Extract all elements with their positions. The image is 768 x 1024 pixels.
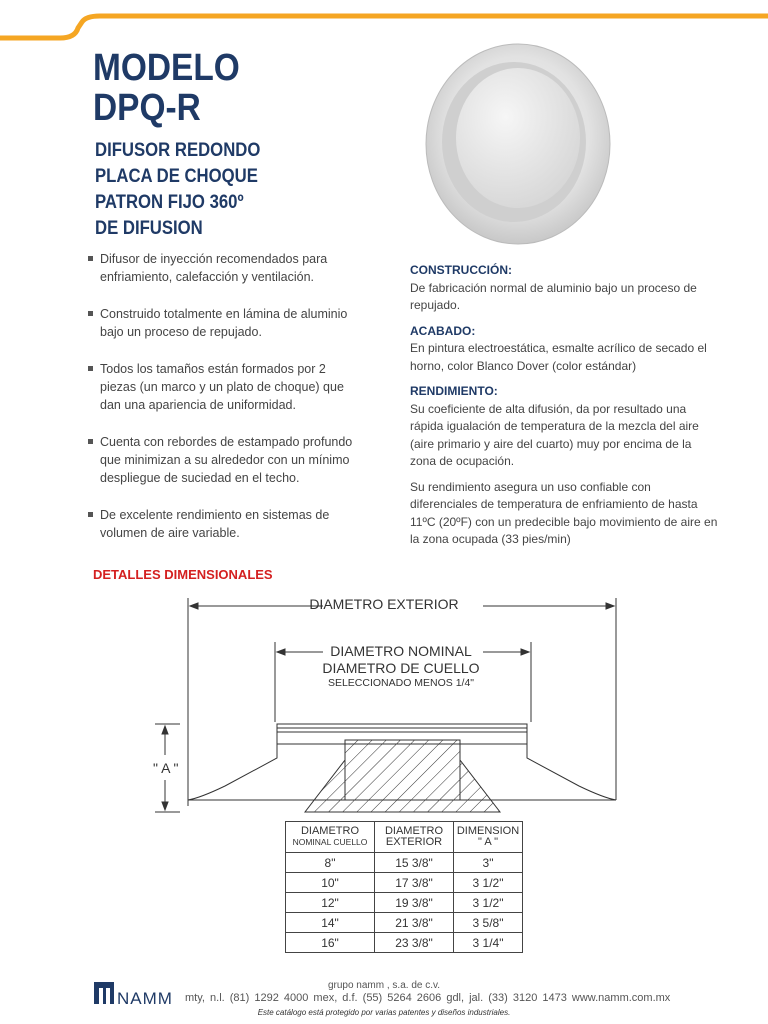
company-name: grupo namm , s.a. de c.v. — [327, 980, 441, 991]
specifications — [410, 262, 720, 557]
product-subtitle — [95, 138, 260, 242]
list-item: Todos los tamaños están formados por 2 piezas (un marco y un plato de choque) que dan una apariencia de uniformidad. — [88, 360, 353, 414]
rendimiento-text-2: Su rendimiento asegura un uso confiable con diferenciales de temperatura de enfriamiento de hasta 11ºC (20ºF) con un predecible bajo movimiento de aire en la zona ocupada (33 pies/min) — [410, 479, 718, 546]
namm-logo-icon — [94, 982, 118, 1006]
table-row: 12" 19 3/8" 3 1/2" — [286, 893, 523, 913]
bullet-icon — [88, 366, 93, 371]
table-row: 10" 17 3/8" 3 1/2" — [286, 873, 523, 893]
product-image — [418, 38, 618, 248]
subtitle-line: DE DIFUSION — [95, 218, 203, 239]
label-diametro-exterior: DIAMETRO EXTERIOR — [309, 596, 459, 612]
construccion-text: De fabricación normal de aluminio bajo un proceso de repujado. — [410, 280, 697, 312]
contact-info: mty, n.l. (81) 1292 4000 mex, d.f. (55) 5264 2606 gdl, jal. (33) 3120 1473 www.namm.com.mx — [185, 992, 671, 1004]
table-row: 16" 23 3/8" 3 1/4" — [286, 933, 523, 953]
label-dimension-a: " A " — [153, 760, 179, 776]
rendimiento-text-1: Su coeficiente de alta difusión, da por resultado una rápida igualación de temperatura de la mezcla del aire (aire primario y aire del cuarto) muy por encima de la zona de ocupación. — [410, 401, 699, 468]
bullet-icon — [88, 512, 93, 517]
bullet-icon — [88, 256, 93, 261]
column-header: DIAMETRO EXTERIOR — [375, 822, 454, 853]
construccion-heading: CONSTRUCCIÓN: — [410, 263, 512, 277]
title-line-2: DPQ-R — [93, 87, 201, 129]
title-line-1: MODELO — [93, 47, 240, 89]
table-header-row — [286, 822, 523, 853]
table-row: 14" 21 3/8" 3 5/8" — [286, 913, 523, 933]
subtitle-line: DIFUSOR REDONDO — [95, 140, 261, 161]
acabado-heading: ACABADO: — [410, 323, 476, 338]
bullet-icon — [88, 311, 93, 316]
list-item: Difusor de inyección recomendados para enfriamiento, calefacción y ventilación. — [88, 250, 353, 286]
label-nominal-line-2: DIAMETRO DE CUELLO — [322, 660, 480, 676]
label-nominal-line-3: SELECCIONADO MENOS 1/4" — [327, 677, 475, 689]
subtitle-line: PLACA DE CHOQUE — [95, 166, 258, 187]
feature-list — [88, 250, 353, 561]
rendimiento-heading: RENDIMIENTO: — [410, 384, 498, 398]
subtitle-line: PATRON FIJO 360º — [95, 192, 244, 213]
list-item: Construido totalmente en lámina de aluminio bajo un proceso de repujado. — [88, 305, 353, 341]
section-title: DETALLES DIMENSIONALES — [93, 567, 273, 582]
dimensions-table — [285, 821, 523, 953]
acabado-text: En pintura electroestática, esmalte acrílico de secado el horno, color Blanco Dover (color estándar) — [410, 341, 707, 373]
bullet-icon — [88, 439, 93, 444]
column-header: DIMENSION " A " — [454, 822, 523, 853]
table-row: 8" 15 3/8" 3" — [286, 853, 523, 873]
list-item: De excelente rendimiento en sistemas de volumen de aire variable. — [88, 506, 353, 542]
label-nominal-line-1: DIAMETRO NOMINAL — [330, 643, 472, 659]
logo-text: NAMM — [117, 989, 173, 1008]
column-header: DIAMETRO NOMINAL CUELLO — [286, 822, 375, 853]
list-item: Cuenta con rebordes de estampado profundo que minimizan a su alrededor con un mínimo despliegue de suciedad en el techo. — [88, 433, 353, 487]
label-diametro-nominal — [263, 643, 539, 689]
header-accent-line — [0, 0, 768, 50]
page-title — [93, 48, 240, 128]
dimension-diagram — [140, 590, 640, 820]
patent-notice: Este catálogo está protegido por varias patentes y diseños industriales. — [257, 1008, 511, 1017]
